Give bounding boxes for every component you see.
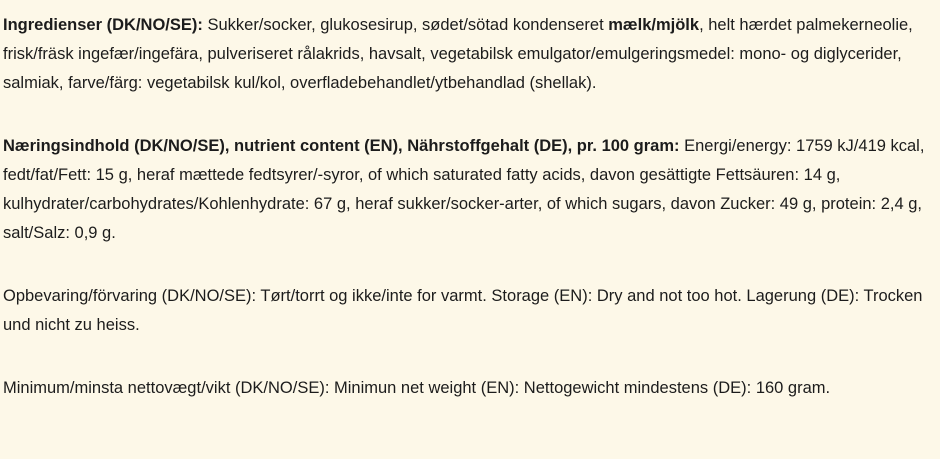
net-weight-paragraph (3, 374, 938, 403)
storage-paragraph (3, 282, 938, 340)
ingredients-paragraph (3, 11, 938, 98)
nutrition-label: Næringsindhold (DK/NO/SE), nutrient content (EN), Nährstoffgehalt (DE), pr. 100 gram: (3, 137, 680, 155)
storage-text: Opbevaring/förvaring (DK/NO/SE): Tørt/torrt og ikke/inte for varmt. Storage (EN): Dry and not too hot. Lagerung (DE): Trocken und nicht zu heiss. (3, 287, 923, 334)
nutrition-paragraph (3, 132, 938, 248)
net-weight-text: Minimum/minsta nettovægt/vikt (DK/NO/SE): Minimun net weight (EN): Nettogewicht mindestens (DE): 160 gram. (3, 379, 831, 397)
ingredients-text-start: Sukker/socker, glukosesirup, sødet/sötad kondenseret (202, 16, 609, 34)
allergen-milk: mælk/mjölk (608, 16, 700, 34)
ingredients-label: Ingredienser (DK/NO/SE): (3, 16, 203, 34)
nutrition-text: Energi/energy: 1759 kJ/419 kcal, fedt/fat/Fett: 15 g, heraf mættede fedtsyrer/-syror, of which saturated fatty acids, davon gesättigte Fettsäuren: 14 g, kulhydrater/carbohydrates/Kohlenhydrate: 67 g, heraf sukker/socker-arter, of which sugars, davon Zucker: 49 g, protein: 2,4 g, salt/Salz: 0,9 g. (3, 137, 925, 242)
ingredients-text-end: , helt hærdet palmekerneolie, frisk/fräsk ingefær/ingefära, pulveriseret rålakrids, havsalt, vegetabilsk emulgator/emulgeringsmedel: mono- og diglycerider, salmiak, farve/färg: vegetabilsk kul/kol, overfladebehandlet/ytbehandlad (shellak). (3, 16, 913, 92)
